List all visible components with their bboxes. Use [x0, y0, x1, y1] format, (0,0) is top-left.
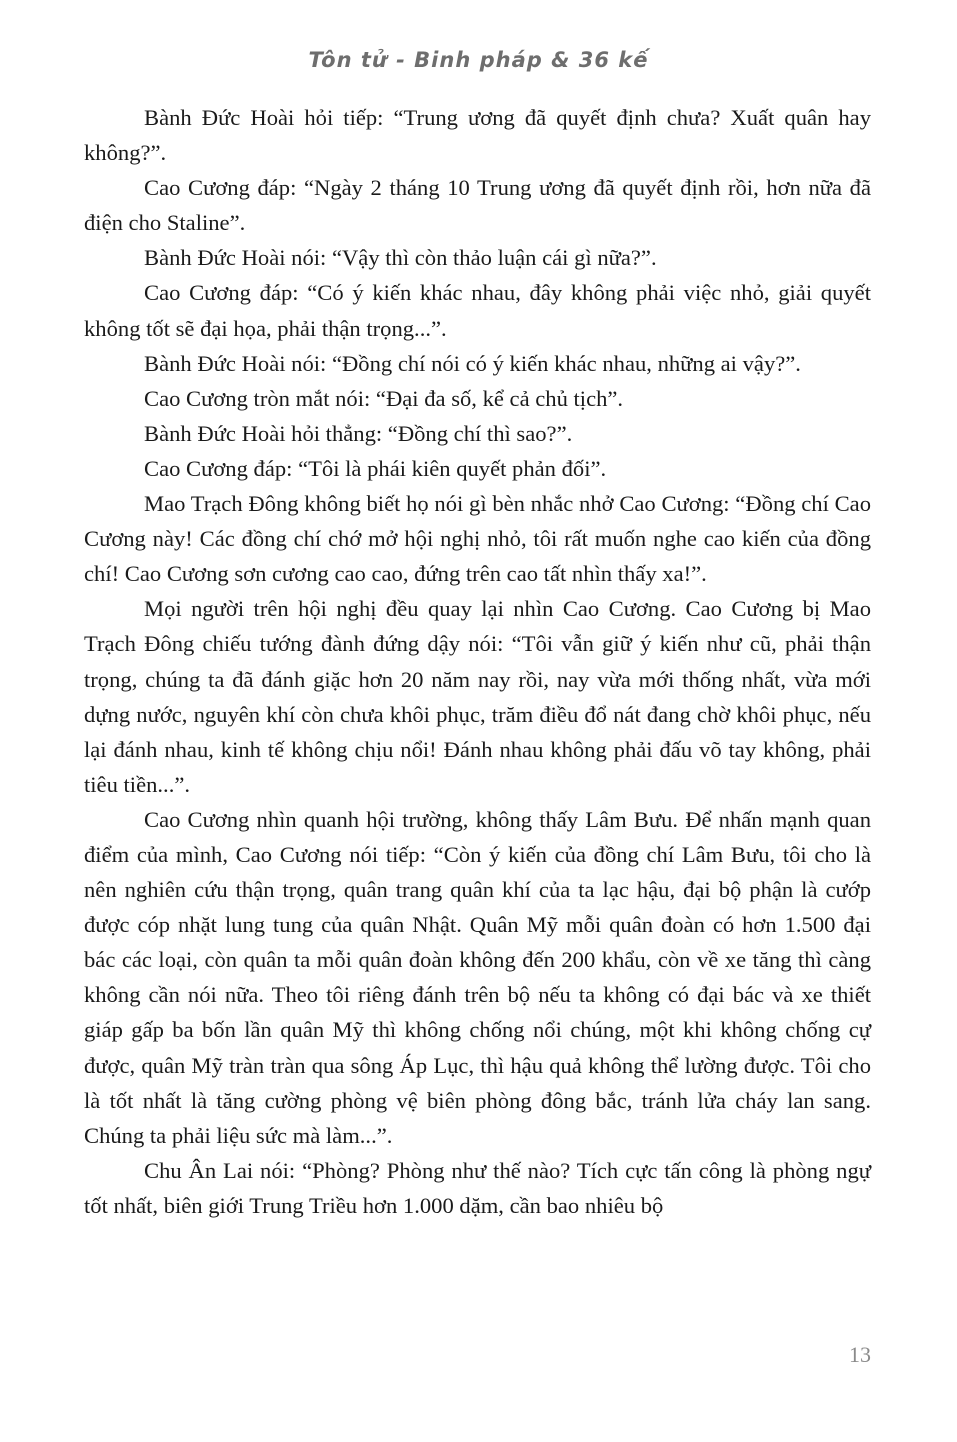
- paragraph: Cao Cương tròn mắt nói: “Đại đa số, kể cả chủ tịch”.: [144, 385, 624, 411]
- paragraph: Bành Đức Hoài hỏi thẳng: “Đồng chí thì sao?”.: [144, 420, 573, 446]
- paragraph: Bành Đức Hoài hỏi tiếp: “Trung ương đã quyết định chưa? Xuất quân hay không?”.: [84, 105, 871, 166]
- page-number: 13: [849, 1342, 871, 1367]
- paragraph: Bành Đức Hoài nói: “Vậy thì còn thảo luận cái gì nữa?”.: [144, 245, 657, 271]
- paragraph: Bành Đức Hoài nói: “Đồng chí nói có ý kiến khác nhau, những ai vậy?”.: [144, 350, 801, 376]
- paragraph: Cao Cương đáp: “Ngày 2 tháng 10 Trung ương đã quyết định rồi, hơn nữa đã điện cho Staline”.: [84, 175, 871, 236]
- paragraph: Mao Trạch Đông không biết họ nói gì bèn nhắc nhở Cao Cương: “Đồng chí Cao Cương này! Các đồng chí chớ mở hội nghị nhỏ, tôi rất muốn nghe cao kiến của đồng chí! Cao Cương sơn cương cao cao, đứng trên cao tất nhìn thấy xa!”.: [84, 491, 871, 587]
- paragraph: Mọi người trên hội nghị đều quay lại nhìn Cao Cương. Cao Cương bị Mao Trạch Đông chiếu tướng đành đứng dậy nói: “Tôi vẫn giữ ý kiến như cũ, phải thận trọng, chúng ta đã đánh giặc hơn 20 năm nay rồi, nay vừa mới thống nhất, vừa mới dựng nước, nguyên khí còn chưa khôi phục, trăm điều đổ nát đang chờ khôi phục, nếu lại đánh nhau, kinh tế không chịu nổi! Đánh nhau không phải đấu võ tay không, phải tiêu tiền...”.: [84, 596, 871, 797]
- paragraph: Cao Cương đáp: “Tôi là phái kiên quyết phản đối”.: [144, 455, 607, 481]
- paragraph: Cao Cương nhìn quanh hội trường, không thấy Lâm Bưu. Để nhấn mạnh quan điểm của mình, Cao Cương nói tiếp: “Còn ý kiến của đồng chí Lâm Bưu, tôi cho là nên nghiên cứu thận trọng, quân trang quân khí của ta lạc hậu, đại bộ phận là cướp được cóp nhặt lung tung của quân Nhật. Quân Mỹ mỗi quân đoàn có hơn 1.500 đại bác các loại, còn quân ta mỗi quân đoàn không đến 200 khẩu, còn về xe tăng thì càng không cần nói nữa. Theo tôi riêng đánh trên bộ nếu ta không có đại bác và xe thiết giáp gấp ba bốn lần quân Mỹ thì không chống nổi chúng, một khi không chống cự được, quân Mỹ tràn tràn qua sông Áp Lục, thì hậu quả không thể lường được. Tôi cho là tốt nhất là tăng cường phòng vệ biên phòng đông bắc, tránh lửa cháy lan sang. Chúng ta phải liệu sức mà làm...”.: [84, 806, 871, 1148]
- body-text: [84, 100, 871, 1223]
- paragraph: Cao Cương đáp: “Có ý kiến khác nhau, đây không phải việc nhỏ, giải quyết không tốt sẽ đại họa, phải thận trọng...”.: [84, 280, 871, 341]
- running-header: Tôn tử - Binh pháp & 36 kế: [308, 48, 649, 72]
- paragraph: Chu Ân Lai nói: “Phòng? Phòng như thế nào? Tích cực tấn công là phòng ngự tốt nhất, biên giới Trung Triều hơn 1.000 dặm, cần bao nhiêu bộ: [84, 1157, 871, 1218]
